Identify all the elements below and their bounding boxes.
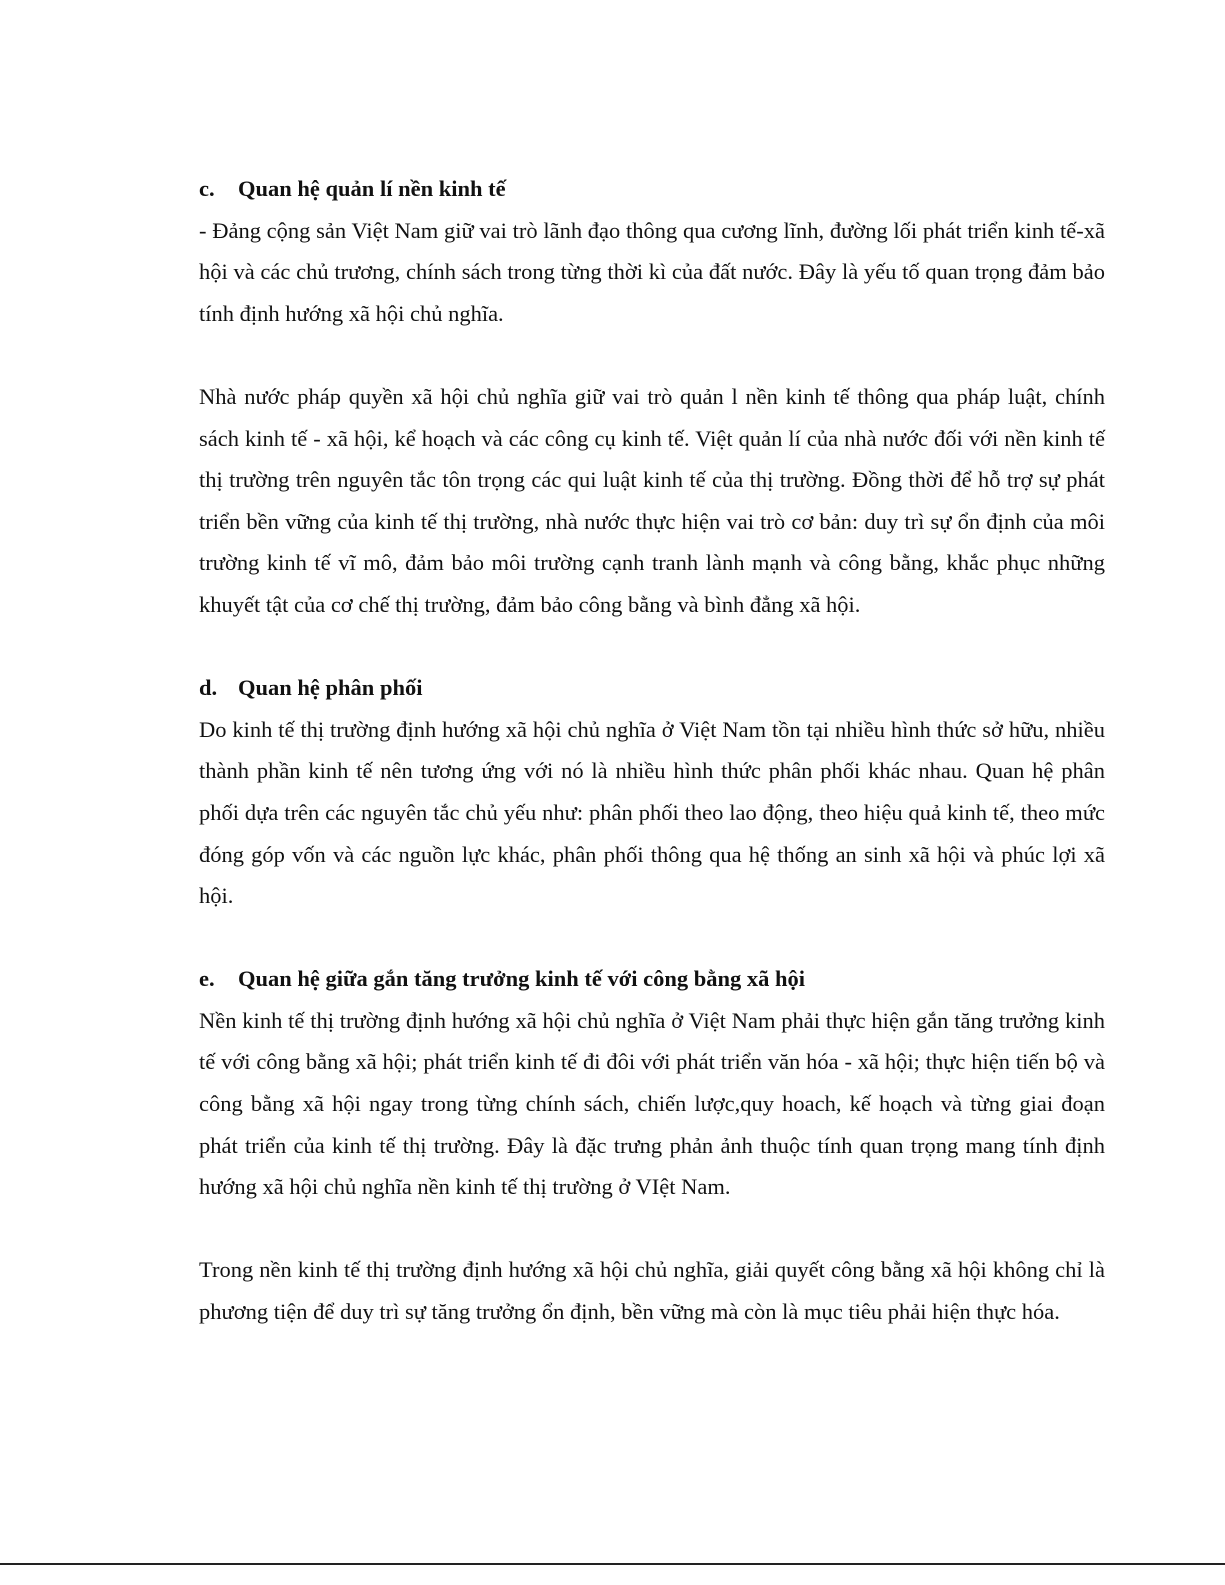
paragraph-spacer (199, 334, 1105, 376)
section-heading-d (199, 667, 1105, 709)
section-c-paragraph-1: - Đảng cộng sản Việt Nam giữ vai trò lãnh đạo thông qua cương lĩnh, đường lối phát triển kinh tế-xã hội và các chủ trương, chính sách trong từng thời kì của đất nước. Đây là yếu tố quan trọng đảm bảo tính định hướng xã hội chủ nghĩa. (199, 217, 1105, 326)
paragraph-spacer (199, 626, 1105, 668)
section-e-paragraph-2: Trong nền kinh tế thị trường định hướng xã hội chủ nghĩa, giải quyết công bằng xã hội không chỉ là phương tiện để duy trì sự tăng trưởng ổn định, bền vững mà còn là mục tiêu phải hiện thực hóa. (199, 1257, 1105, 1325)
section-title-d: Quan hệ phân phối (238, 675, 423, 701)
section-heading-c (199, 168, 1105, 210)
page-bottom-divider (0, 1563, 1225, 1565)
section-d-paragraph-1: Do kinh tế thị trường định hướng xã hội chủ nghĩa ở Việt Nam tồn tại nhiều hình thức sở hữu, nhiều thành phần kinh tế nên tương ứng với nó là nhiều hình thức phân phối khác nhau. Quan hệ phân phối dựa trên các nguyên tắc chủ yếu như: phân phối theo lao động, theo hiệu quả kinh tế, theo mức đóng góp vốn và các nguồn lực khác, phân phối thông qua hệ thống an sinh xã hội và phúc lợi xã hội. (199, 716, 1105, 909)
section-c-paragraph-2: Nhà nước pháp quyền xã hội chủ nghĩa giữ vai trò quản l nền kinh tế thông qua pháp luật, chính sách kinh tế - xã hội, kể hoạch và các công cụ kinh tế. Việt quản lí của nhà nước đối với nền kinh tế thị trường trên nguyên tắc tôn trọng các qui luật kinh tế của thị trường. Đồng thời để hỗ trợ sự phát triển bền vững của kinh tế thị trường, nhà nước thực hiện vai trò cơ bản: duy trì sự ổn định của môi trường kinh tế vĩ mô, đảm bảo môi trường cạnh tranh lành mạnh và công bằng, khắc phục những khuyết tật của cơ chế thị trường, đảm bảo công bằng và bình đẳng xã hội. (199, 383, 1105, 617)
paragraph-spacer (199, 917, 1105, 959)
section-letter-e: e. (199, 966, 215, 992)
section-e-paragraph-1: Nền kinh tế thị trường định hướng xã hội chủ nghĩa ở Việt Nam phải thực hiện gắn tăng trưởng kinh tế với công bằng xã hội; phát triển kinh tế đi đôi với phát triển văn hóa - xã hội; thực hiện tiến bộ và công bằng xã hội ngay trong từng chính sách, chiến lược,quy hoach, kế hoạch và từng giai đoạn phát triển của kinh tế thị trường. Đây là đặc trưng phản ảnh thuộc tính quan trọng mang tính định hướng xã hội chủ nghĩa nền kinh tế thị trường ở VIệt Nam. (199, 1007, 1105, 1200)
section-letter-c: c. (199, 176, 215, 201)
section-letter-d: d. (199, 675, 218, 701)
paragraph-spacer (199, 1208, 1105, 1250)
section-heading-e (199, 958, 1105, 1000)
document-page (199, 168, 1105, 1333)
section-title-c: Quan hệ quản lí nền kinh tế (238, 176, 506, 201)
section-title-e: Quan hệ giữa gắn tăng trưởng kinh tế với công bằng xã hội (238, 966, 806, 992)
